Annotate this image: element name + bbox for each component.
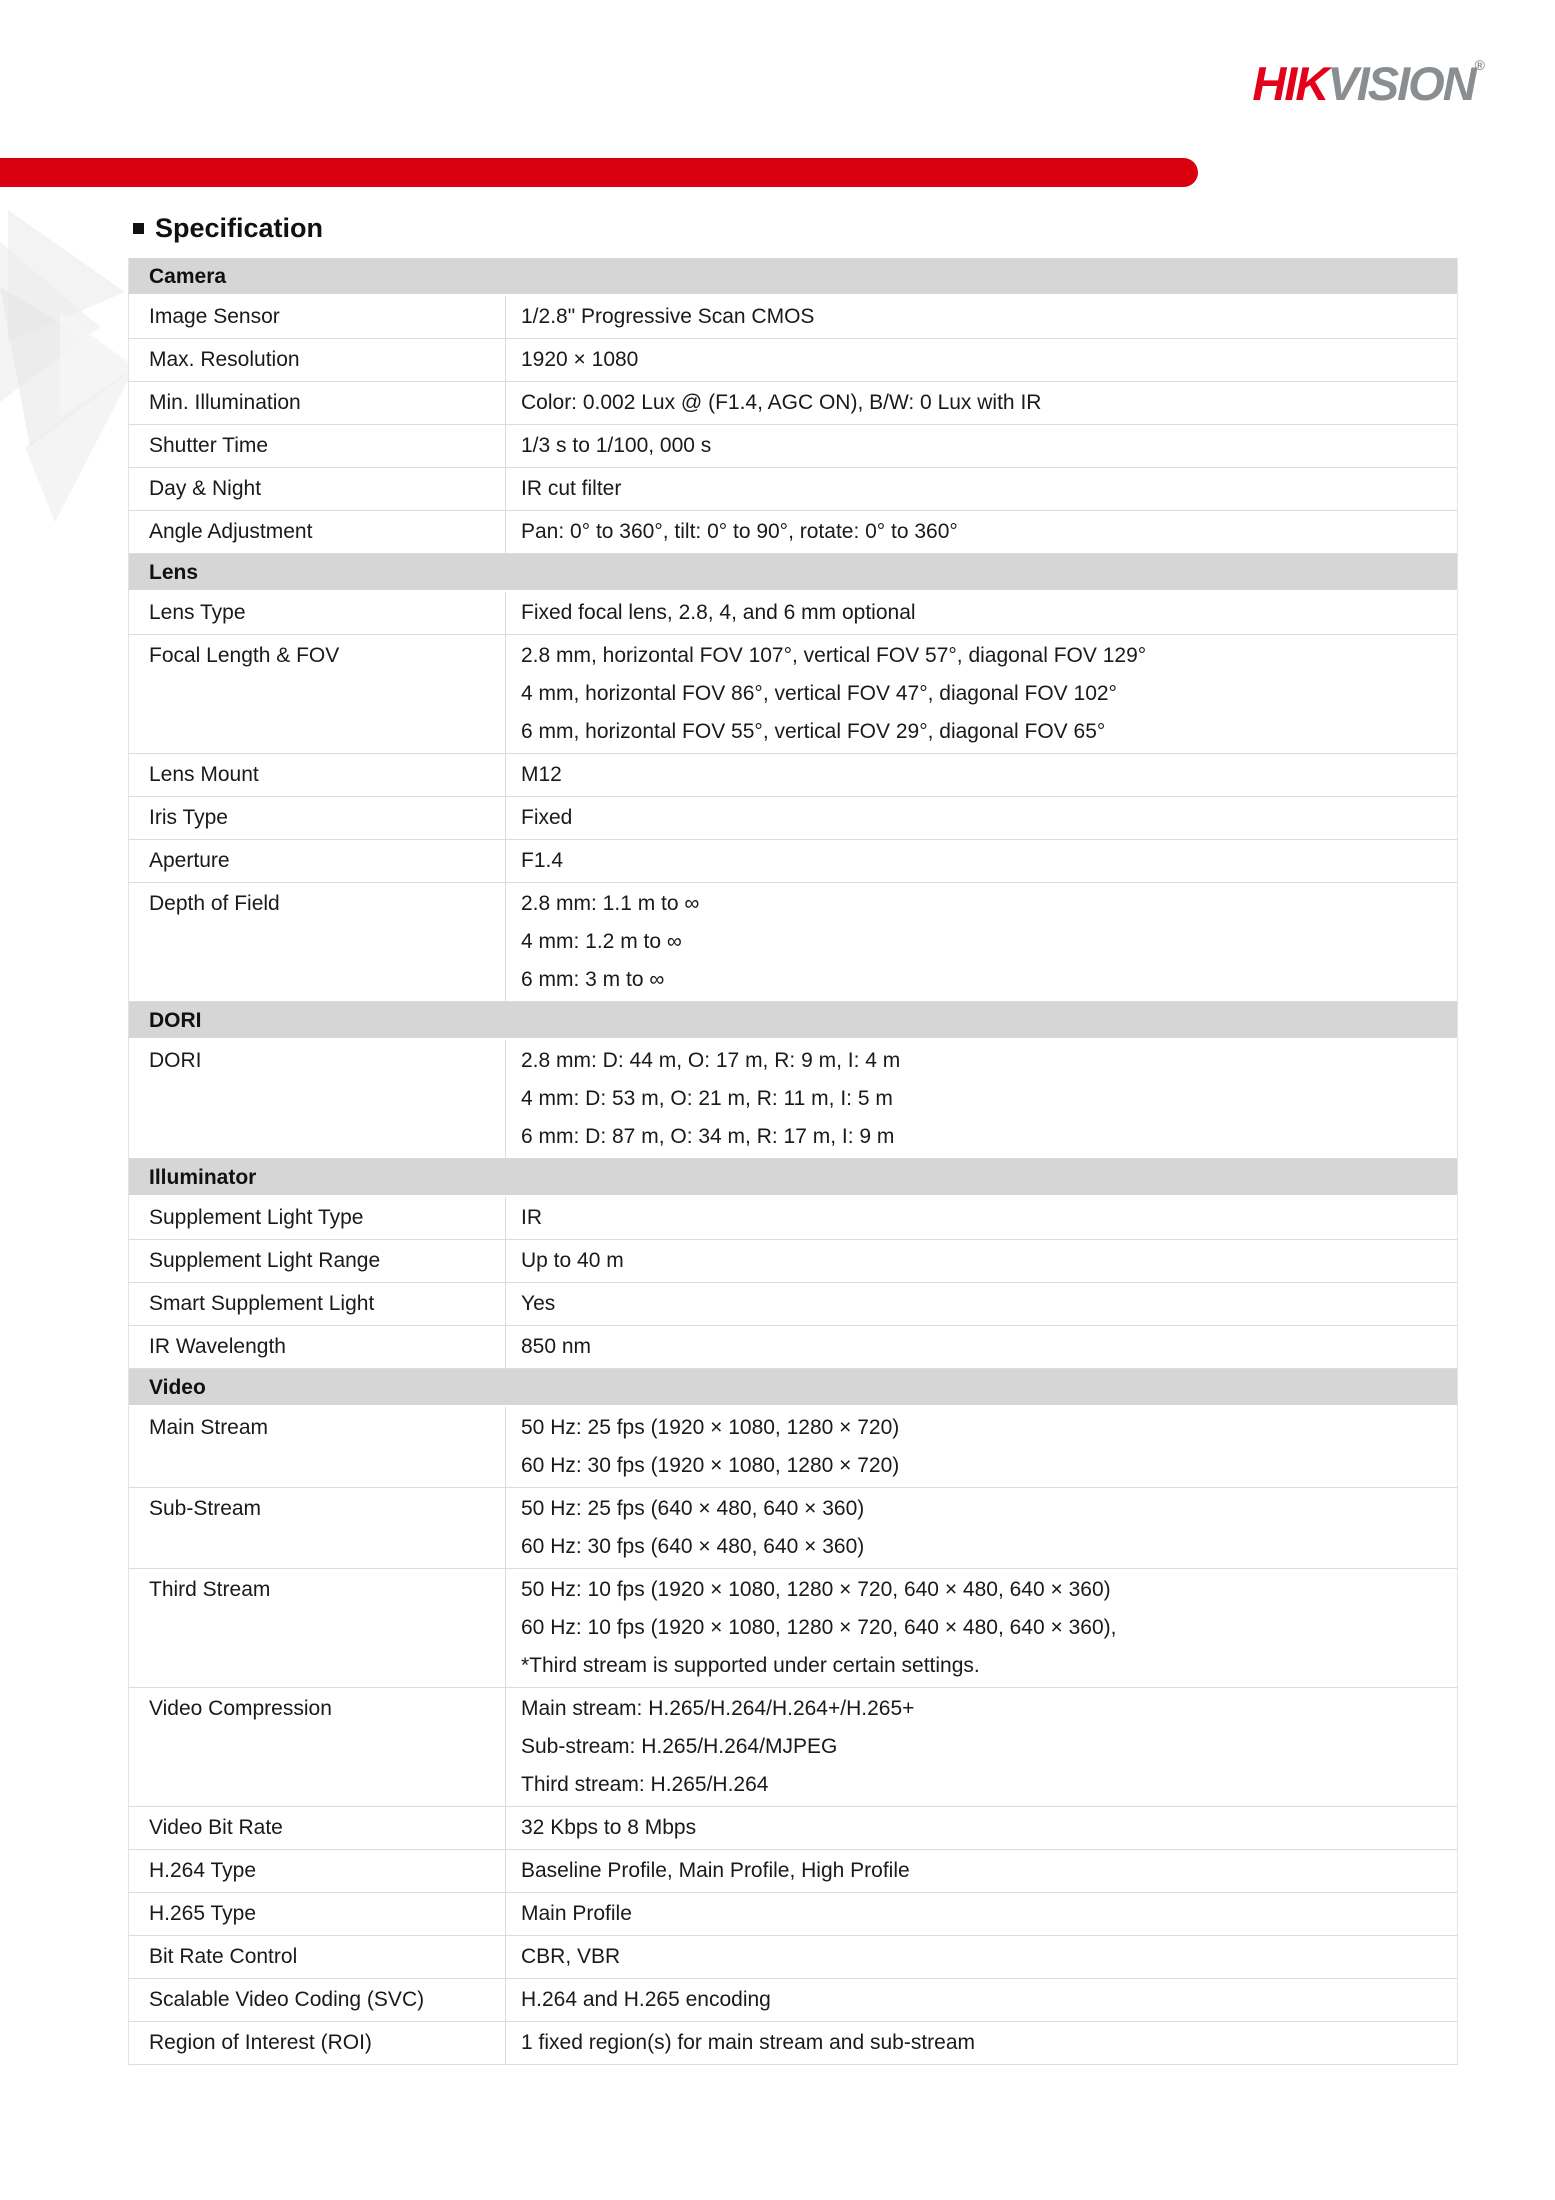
spec-label (129, 754, 506, 796)
spec-label (129, 1979, 506, 2021)
spec-label-text: Min. Illumination (149, 391, 301, 414)
spec-value-line: 1920 × 1080 (521, 348, 639, 371)
spec-value (506, 1488, 1457, 1568)
spec-value-line: 6 mm: 3 m to ∞ (521, 968, 665, 991)
spec-value-line: Up to 40 m (521, 1249, 624, 1272)
spec-label-text: Lens Type (149, 601, 246, 624)
spec-label (129, 1850, 506, 1892)
spec-value (506, 1240, 1457, 1282)
spec-value (506, 1407, 1457, 1487)
spec-row (129, 1197, 1457, 1240)
section-header-lens: Lens (129, 554, 1457, 592)
watermark-graphic (0, 192, 140, 522)
spec-label (129, 2022, 506, 2064)
spec-value (506, 1893, 1457, 1935)
spec-value (506, 1936, 1457, 1978)
spec-label-text: Third Stream (149, 1578, 271, 1601)
spec-value (506, 511, 1457, 553)
spec-row (129, 1488, 1457, 1569)
spec-value-line: 4 mm, horizontal FOV 86°, vertical FOV 47°, diagonal FOV 102° (521, 682, 1117, 705)
square-bullet-icon (133, 223, 144, 234)
spec-label-text: H.265 Type (149, 1902, 257, 1925)
section-header-video: Video (129, 1369, 1457, 1407)
spec-label (129, 1807, 506, 1849)
spec-label-text: Aperture (149, 849, 230, 872)
spec-label (129, 1688, 506, 1806)
spec-label (129, 1240, 506, 1282)
section-header-illuminator: Illuminator (129, 1159, 1457, 1197)
spec-label-text: Day & Night (149, 477, 262, 500)
spec-value (506, 382, 1457, 424)
spec-row (129, 339, 1457, 382)
spec-value-line: Main Profile (521, 1902, 632, 1925)
spec-row (129, 592, 1457, 635)
spec-row (129, 1240, 1457, 1283)
spec-value-line: 1/2.8" Progressive Scan CMOS (521, 305, 815, 328)
spec-row (129, 840, 1457, 883)
spec-value (506, 592, 1457, 634)
spec-value-line: 50 Hz: 25 fps (1920 × 1080, 1280 × 720) (521, 1416, 900, 1439)
spec-label (129, 1893, 506, 1935)
page-title: Specification (155, 213, 324, 243)
spec-value (506, 797, 1457, 839)
spec-value-line: M12 (521, 763, 562, 786)
spec-label-text: Main Stream (149, 1416, 269, 1439)
spec-label (129, 382, 506, 424)
spec-value-line: 60 Hz: 30 fps (1920 × 1080, 1280 × 720) (521, 1454, 900, 1477)
spec-row (129, 425, 1457, 468)
spec-table (128, 258, 1458, 2065)
spec-row (129, 511, 1457, 554)
spec-row (129, 1040, 1457, 1159)
spec-row (129, 1407, 1457, 1488)
spec-value-line: 2.8 mm: D: 44 m, O: 17 m, R: 9 m, I: 4 m (521, 1049, 901, 1072)
spec-value-line: 4 mm: 1.2 m to ∞ (521, 930, 682, 953)
spec-value-line: Baseline Profile, Main Profile, High Profile (521, 1859, 910, 1882)
spec-label-text: Shutter Time (149, 434, 269, 457)
spec-value (506, 840, 1457, 882)
spec-value-line: 2.8 mm: 1.1 m to ∞ (521, 892, 700, 915)
spec-label-text: Supplement Light Type (149, 1206, 364, 1229)
spec-value (506, 2022, 1457, 2064)
spec-value-line: 50 Hz: 25 fps (640 × 480, 640 × 360) (521, 1497, 865, 1520)
spec-row (129, 296, 1457, 339)
spec-value-line: Pan: 0° to 360°, tilt: 0° to 90°, rotate: 0° to 360° (521, 520, 958, 543)
spec-label-text: Angle Adjustment (149, 520, 313, 543)
spec-value-line: Main stream: H.265/H.264/H.264+/H.265+ (521, 1697, 915, 1720)
spec-value-line: Sub-stream: H.265/H.264/MJPEG (521, 1735, 838, 1758)
spec-value (506, 883, 1457, 1001)
spec-value (506, 1040, 1457, 1158)
spec-value-line: H.264 and H.265 encoding (521, 1988, 771, 2011)
spec-row (129, 797, 1457, 840)
spec-label (129, 635, 506, 753)
spec-label (129, 468, 506, 510)
spec-value (506, 1326, 1457, 1368)
spec-value-line: IR (521, 1206, 542, 1229)
spec-label-text: Iris Type (149, 806, 228, 829)
section-header-camera: Camera (129, 258, 1457, 296)
spec-row (129, 754, 1457, 797)
spec-row (129, 1807, 1457, 1850)
spec-label (129, 592, 506, 634)
spec-value-line: 1/3 s to 1/100, 000 s (521, 434, 712, 457)
spec-value-line: F1.4 (521, 849, 564, 872)
spec-label-text: Sub-Stream (149, 1497, 262, 1520)
spec-label-text: IR Wavelength (149, 1335, 286, 1358)
spec-value-line: 6 mm: D: 87 m, O: 34 m, R: 17 m, I: 9 m (521, 1125, 895, 1148)
spec-row (129, 1688, 1457, 1807)
spec-row (129, 468, 1457, 511)
spec-label-text: Focal Length & FOV (149, 644, 340, 667)
spec-label-text: Smart Supplement Light (149, 1292, 375, 1315)
spec-label (129, 511, 506, 553)
spec-value-line: 850 nm (521, 1335, 592, 1358)
spec-value (506, 425, 1457, 467)
spec-value-line: Yes (521, 1292, 556, 1315)
spec-row (129, 2022, 1457, 2065)
spec-value-line: Third stream: H.265/H.264 (521, 1773, 769, 1796)
spec-row (129, 1283, 1457, 1326)
spec-row (129, 1979, 1457, 2022)
spec-label (129, 1283, 506, 1325)
spec-value (506, 1197, 1457, 1239)
spec-value-line: Color: 0.002 Lux @ (F1.4, AGC ON), B/W: 0 Lux with IR (521, 391, 1042, 414)
spec-label (129, 1326, 506, 1368)
spec-label-text: Lens Mount (149, 763, 259, 786)
spec-value (506, 339, 1457, 381)
spec-value (506, 754, 1457, 796)
spec-label-text: H.264 Type (149, 1859, 257, 1882)
spec-value-line: 1 fixed region(s) for main stream and sub-stream (521, 2031, 976, 2054)
section-heading (133, 212, 323, 244)
spec-value-line: CBR, VBR (521, 1945, 621, 1968)
spec-value-line: 50 Hz: 10 fps (1920 × 1080, 1280 × 720, 640 × 480, 640 × 360) (521, 1578, 1111, 1601)
spec-label-text: Supplement Light Range (149, 1249, 381, 1272)
spec-label (129, 840, 506, 882)
spec-value (506, 1979, 1457, 2021)
spec-label (129, 425, 506, 467)
section-header-dori: DORI (129, 1002, 1457, 1040)
spec-value-line: *Third stream is supported under certain settings. (521, 1654, 980, 1677)
spec-label (129, 1488, 506, 1568)
spec-value (506, 635, 1457, 753)
spec-row (129, 635, 1457, 754)
header-accent-bar (0, 158, 1198, 187)
spec-value-line: Fixed focal lens, 2.8, 4, and 6 mm optional (521, 601, 916, 624)
spec-value (506, 1850, 1457, 1892)
spec-label-text: Bit Rate Control (149, 1945, 298, 1968)
spec-value (506, 1807, 1457, 1849)
spec-label (129, 296, 506, 338)
spec-value-line: 32 Kbps to 8 Mbps (521, 1816, 697, 1839)
spec-row (129, 1326, 1457, 1369)
spec-value (506, 1688, 1457, 1806)
spec-label (129, 1197, 506, 1239)
hikvision-logo (1252, 57, 1485, 110)
spec-value (506, 1569, 1457, 1687)
spec-label (129, 1569, 506, 1687)
spec-label (129, 339, 506, 381)
spec-value (506, 296, 1457, 338)
spec-value-line: 2.8 mm, horizontal FOV 107°, vertical FOV 57°, diagonal FOV 129° (521, 644, 1147, 667)
spec-label-text: Scalable Video Coding (SVC) (149, 1988, 425, 2011)
spec-label-text: Image Sensor (149, 305, 280, 328)
spec-value-line: 60 Hz: 30 fps (640 × 480, 640 × 360) (521, 1535, 865, 1558)
spec-row (129, 1936, 1457, 1979)
spec-row (129, 382, 1457, 425)
spec-value (506, 468, 1457, 510)
spec-row (129, 1893, 1457, 1936)
spec-label (129, 1407, 506, 1487)
spec-row (129, 883, 1457, 1002)
registered-trademark-icon: ® (1474, 57, 1485, 73)
spec-label (129, 883, 506, 1001)
spec-label-text: Video Bit Rate (149, 1816, 283, 1839)
logo-text-gray: VISION (1327, 57, 1475, 110)
spec-value-line: 4 mm: D: 53 m, O: 21 m, R: 11 m, I: 5 m (521, 1087, 893, 1110)
spec-row (129, 1569, 1457, 1688)
spec-label-text: Video Compression (149, 1697, 332, 1720)
spec-label-text: Region of Interest (ROI) (149, 2031, 372, 2054)
spec-row (129, 1850, 1457, 1893)
spec-label (129, 1040, 506, 1158)
spec-label-text: DORI (149, 1049, 202, 1072)
spec-label (129, 1936, 506, 1978)
logo-text-red: HIK (1252, 57, 1328, 110)
spec-label-text: Max. Resolution (149, 348, 300, 371)
spec-label (129, 797, 506, 839)
spec-value-line: 60 Hz: 10 fps (1920 × 1080, 1280 × 720, 640 × 480, 640 × 360), (521, 1616, 1117, 1639)
spec-label-text: Depth of Field (149, 892, 280, 915)
spec-value-line: Fixed (521, 806, 573, 829)
spec-value (506, 1283, 1457, 1325)
spec-value-line: IR cut filter (521, 477, 622, 500)
spec-value-line: 6 mm, horizontal FOV 55°, vertical FOV 29°, diagonal FOV 65° (521, 720, 1106, 743)
